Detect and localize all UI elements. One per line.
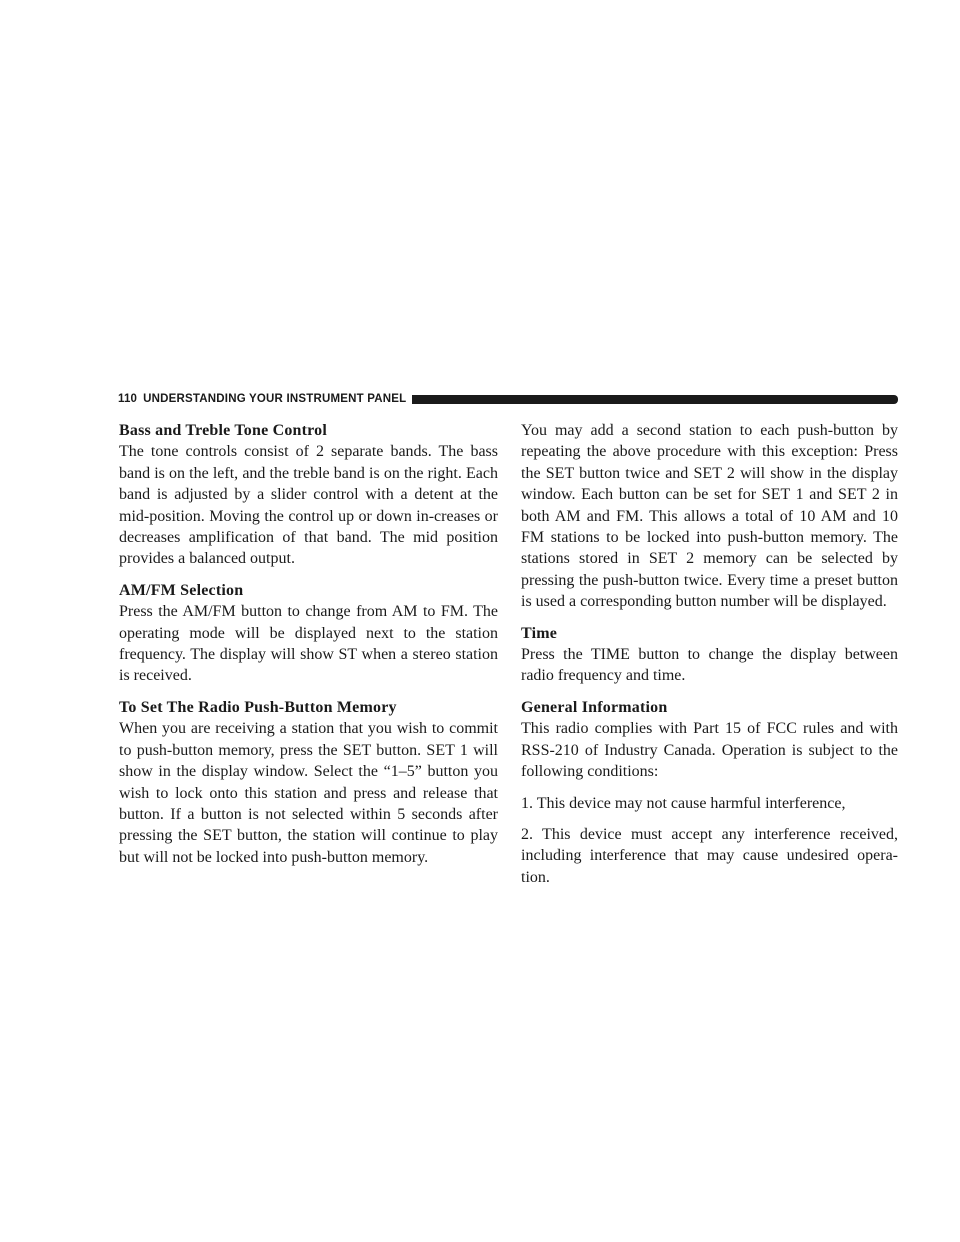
right-column xyxy=(521,420,898,898)
left-column xyxy=(119,420,498,878)
paragraph-am-fm: Press the AM/FM button to change from AM to FM. The operating mode will be displayed next to the station frequency. The display will show ST when a stereo station is received. xyxy=(119,603,498,685)
paragraph-time: Press the TIME button to change the display between radio frequency and time. xyxy=(521,646,898,685)
paragraph-general-information: This radio complies with Part 15 of FCC rules and with RSS-210 of Industry Canada. Operation is subject to the following conditions: xyxy=(521,720,898,781)
section-push-button-memory xyxy=(119,697,498,868)
page-number: 110 xyxy=(118,393,138,405)
heading-bass-treble: Bass and Treble Tone Control xyxy=(119,422,328,439)
heading-time: Time xyxy=(521,624,558,642)
section-bass-treble xyxy=(119,420,498,570)
paragraph-condition-1: 1. This device may not cause harmful interference, xyxy=(521,794,846,812)
heading-general-information: General Information xyxy=(521,698,668,716)
paragraph-bass-treble: The tone controls consist of 2 separate bands. The bass band is on the left, and the treble band is on the right. Each band is adjusted by a slider control with a detent at the mid-position. Moving the control up or down in-creases or decreases amplification of that band. The mid position provides a balanced output. xyxy=(119,443,498,568)
section-title: UNDERSTANDING YOUR INSTRUMENT PANEL xyxy=(143,393,407,405)
section-general-information xyxy=(521,697,898,888)
section-time xyxy=(521,623,898,687)
section-am-fm xyxy=(119,580,498,687)
paragraph-condition-2: 2. This device must accept any interference received, including interference that may cause undesired opera-tion. xyxy=(521,825,898,886)
header-rule xyxy=(412,395,898,404)
page-header xyxy=(118,391,898,407)
paragraph-second-station: You may add a second station to each push-button by repeating the above procedure with this exception: Press the SET button twice and SET 2 will show in the display window. Each button can be set for SET 1 and SET 2 in both AM and FM. This allows a total of 10 AM and 10 FM stations to be locked into push-button memory. The stations stored in SET 2 memory can be selected by pressing the push-button twice. Every time a preset button is used a corresponding button number will be displayed. xyxy=(521,422,898,611)
paragraph-push-button-memory: When you are receiving a station that you wish to commit to push-button memory, press the SET button. SET 1 will show in the display window. Select the “1–5” button you wish to lock onto this station and press and release that button. If a button is not selected within 5 seconds after pressing the SET button, the station will continue to play but will not be locked into push-button memory. xyxy=(119,720,498,866)
heading-push-button-memory: To Set The Radio Push-Button Memory xyxy=(119,698,397,716)
heading-am-fm: AM/FM Selection xyxy=(119,581,244,599)
